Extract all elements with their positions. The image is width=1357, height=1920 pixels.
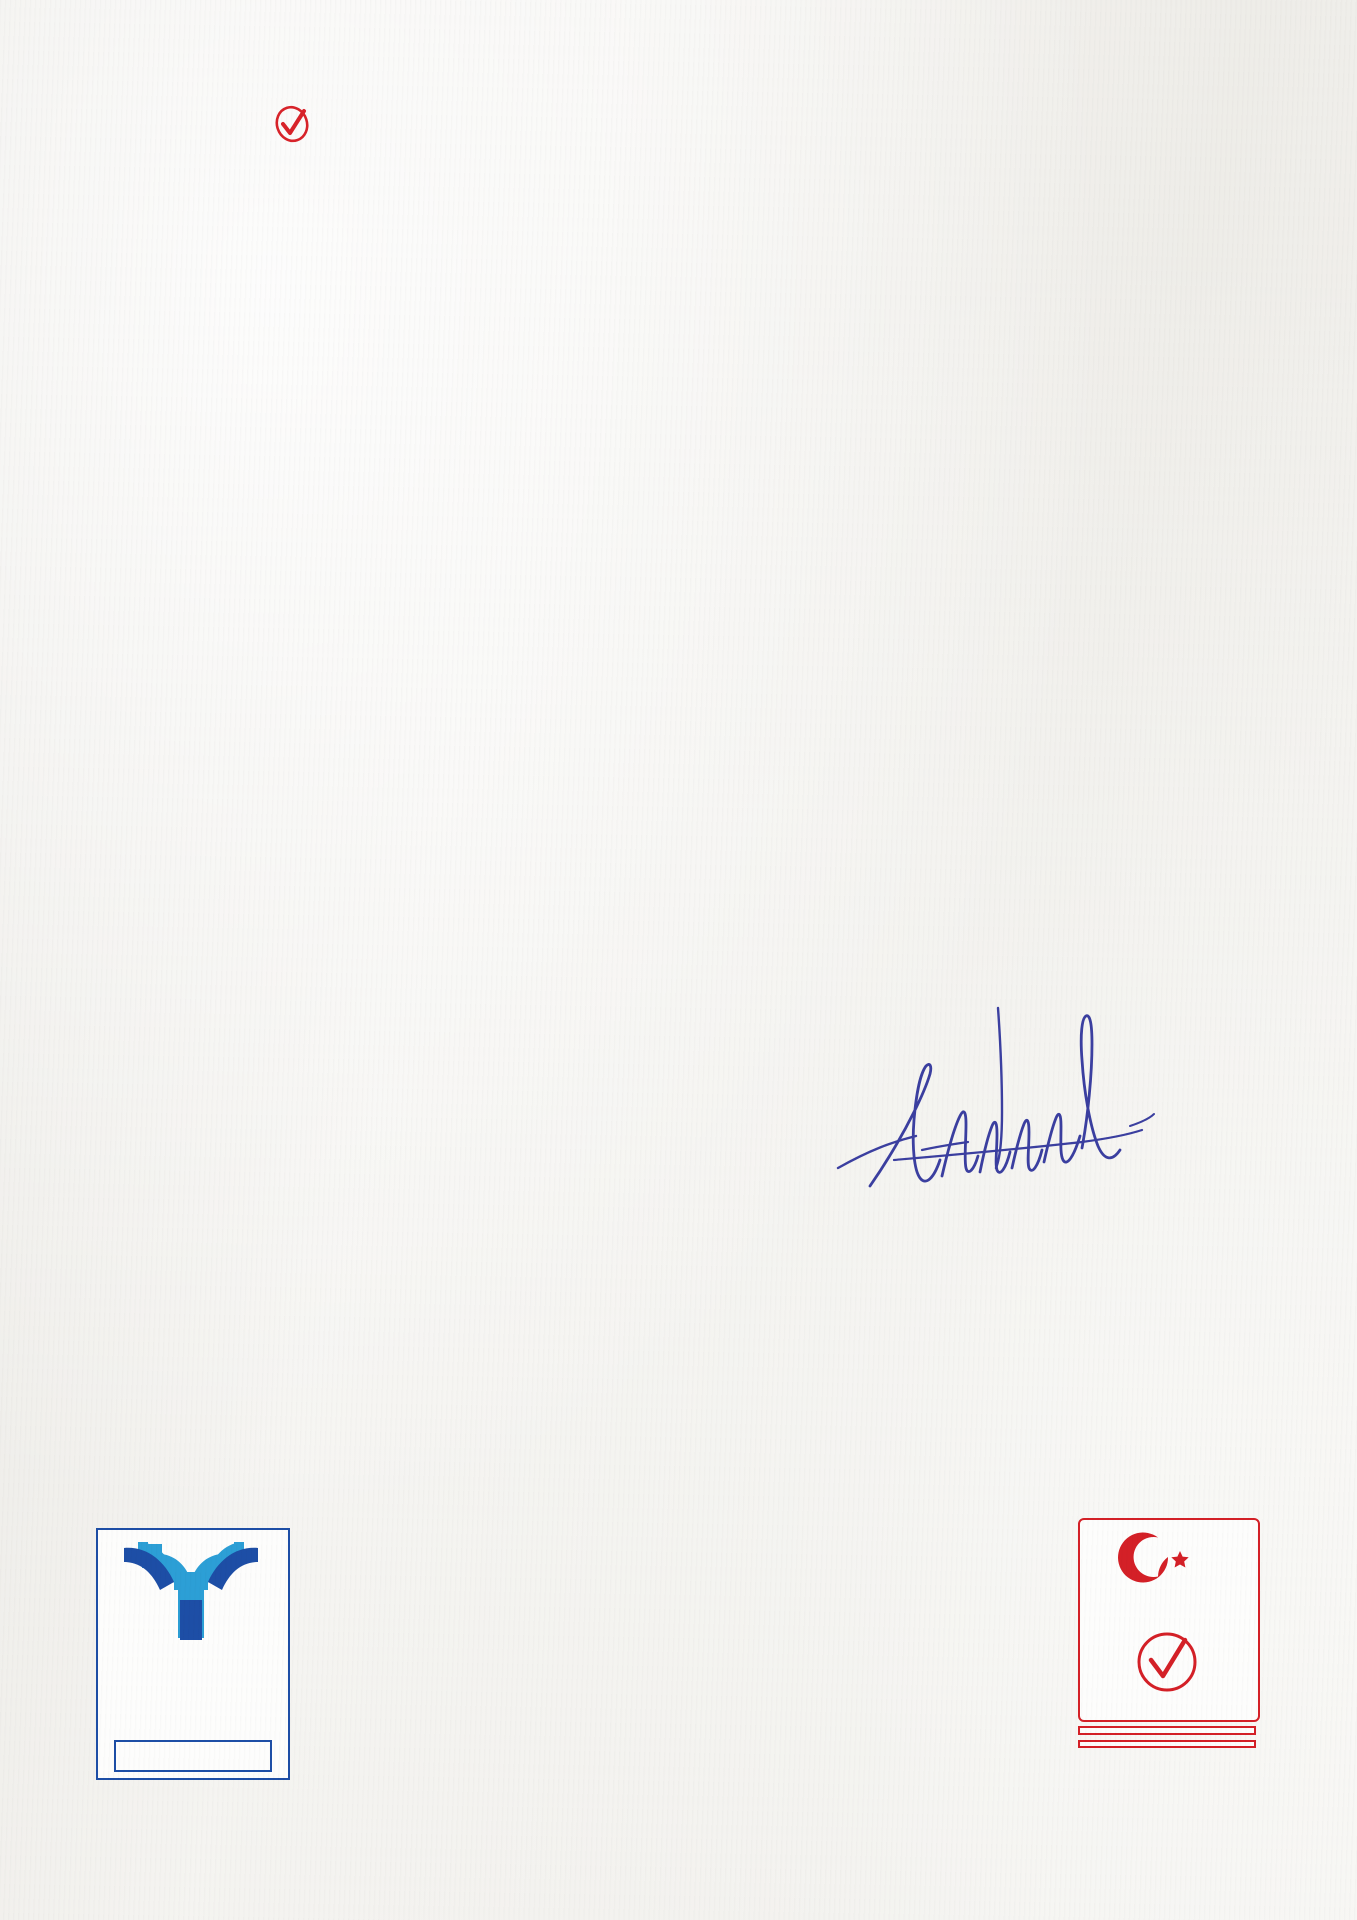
red-check-icon [271, 104, 313, 146]
border-right [1287, 28, 1321, 1878]
certificate-header [60, 86, 1290, 236]
turkak-standard [1078, 1730, 1256, 1735]
certificate-title-block [60, 322, 1290, 332]
turkak-check-icon [1135, 1630, 1199, 1694]
level-block [60, 617, 1290, 621]
profession-block [60, 487, 1290, 494]
turkak-accreditation-number [1078, 1740, 1256, 1748]
border-left [36, 28, 70, 1878]
arbel-logo [90, 116, 305, 206]
myk-code-badge [114, 1740, 272, 1772]
turkak-logo-box [1078, 1518, 1260, 1722]
myk-logo-box [96, 1528, 290, 1780]
turkak-crescent-star-icon [1080, 1526, 1254, 1588]
organization-name [275, 86, 1275, 92]
accreditation-text-block [300, 1530, 1060, 1546]
signature-image [830, 1000, 1170, 1260]
border-bottom [36, 1844, 1321, 1878]
border-top [36, 28, 1321, 62]
turkak-accreditation-badge [1078, 1726, 1256, 1748]
myk-emblem-icon [98, 1534, 284, 1650]
